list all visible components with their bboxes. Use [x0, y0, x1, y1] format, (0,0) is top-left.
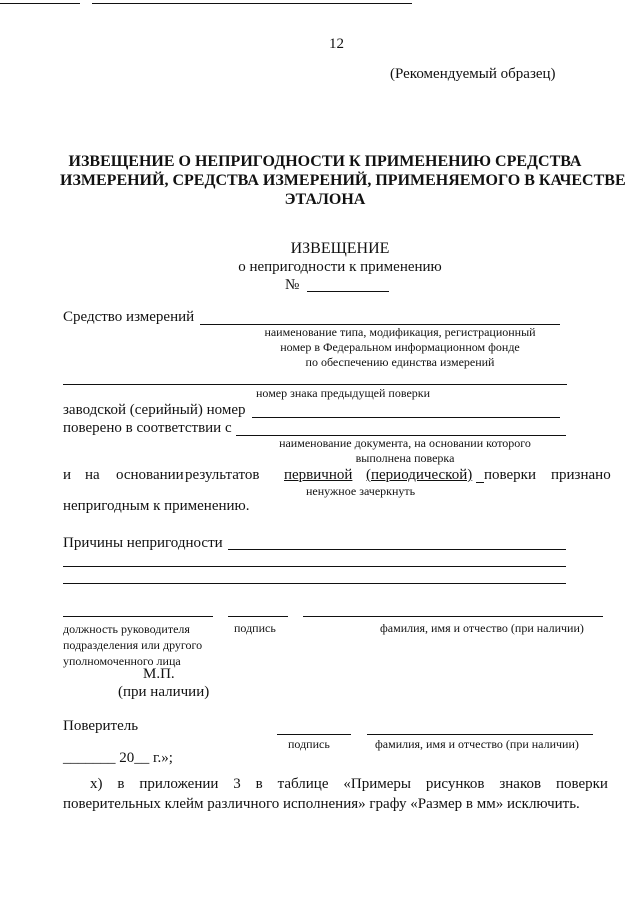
prev-mark-hint: номер знака предыдущей поверки — [256, 386, 431, 400]
position-signature-line — [63, 616, 213, 617]
result-word-primary: первичной — [284, 467, 353, 483]
position-label — [63, 621, 202, 669]
instrument-hint-line1: наименование типа, модификация, регистрационный — [264, 325, 536, 339]
head-fullname-label: фамилия, имя и отчество (при наличии) — [380, 621, 584, 635]
head-signature-label: подпись — [234, 621, 276, 635]
page-number: 12 — [329, 36, 344, 52]
footer-word: 3 — [233, 776, 241, 792]
footer-word: х) — [90, 776, 103, 792]
doc-hint-line1: наименование документа, на основании которого — [279, 436, 531, 450]
main-title-line2: ИЗМЕРЕНИЙ, СРЕДСТВА ИЗМЕРЕНИЙ, ПРИМЕНЯЕМОГО В КАЧЕСТВЕ — [60, 172, 626, 189]
result-underline-tail — [476, 482, 484, 483]
footer-paragraph-line1 — [90, 776, 608, 793]
verified-label: поверено в соответствии с — [63, 420, 232, 436]
top-border-line-left — [0, 3, 80, 4]
position-label-line2: подразделения или другого — [63, 638, 203, 652]
sample-note: (Рекомендуемый образец) — [390, 66, 556, 82]
verifier-signature-label: подпись — [288, 737, 330, 751]
main-title-line3: ЭТАЛОНА — [284, 191, 366, 208]
result-word-periodic: (периодической) — [366, 467, 473, 483]
notice-subheading: о непригодности к применению — [238, 259, 442, 275]
footer-word: поверки — [555, 776, 608, 792]
footer-word: таблице — [277, 776, 329, 792]
footer-word: рисунков — [425, 776, 485, 792]
footer-word: в — [255, 776, 263, 792]
instrument-hint — [240, 325, 560, 370]
prev-mark-line — [63, 384, 567, 385]
serial-line — [252, 417, 560, 418]
unfit-text: непригодным к применению. — [63, 498, 250, 514]
head-signature-line — [228, 616, 288, 617]
result-word-2: на — [85, 467, 100, 483]
notice-number-label: № — [285, 277, 300, 293]
verifier-label: Поверитель — [63, 718, 139, 734]
notice-heading: ИЗВЕЩЕНИЕ — [290, 240, 390, 257]
instrument-hint-line2: номер в Федеральном информационном фонде — [280, 340, 520, 354]
stamp-hint: (при наличии) — [118, 684, 210, 700]
result-word-7: поверки — [484, 467, 536, 483]
footer-word: знаков — [499, 776, 542, 792]
stamp-label: М.П. — [143, 666, 175, 682]
position-label-line3: уполномоченного лица — [63, 654, 181, 668]
instrument-label: Средство измерений — [63, 309, 195, 325]
reasons-line-1 — [228, 549, 566, 550]
strike-hint: ненужное зачеркнуть — [306, 484, 416, 498]
verifier-fullname-label: фамилия, имя и отчество (при наличии) — [375, 737, 579, 751]
result-word-1: и — [63, 467, 72, 483]
doc-hint-line2: выполнена поверка — [355, 451, 455, 465]
footer-word: «Примеры — [343, 776, 411, 792]
date-line: _______ 20__ г.»; — [63, 750, 173, 766]
position-label-line1: должность руководителя — [63, 622, 190, 636]
doc-hint — [260, 436, 550, 466]
verifier-signature-line — [277, 734, 351, 735]
verifier-fullname-line — [367, 734, 593, 735]
reasons-label: Причины непригодности — [63, 535, 223, 551]
footer-word: в — [117, 776, 125, 792]
head-fullname-line — [303, 616, 603, 617]
footer-paragraph-line2: поверительных клейм различного исполнения» графу «Размер в мм» исключить. — [63, 796, 580, 812]
serial-label: заводской (серийный) номер — [63, 402, 246, 418]
result-word-4: результатов — [185, 467, 260, 483]
footer-word: приложении — [139, 776, 219, 792]
reasons-line-2 — [63, 566, 566, 567]
top-border-line-right — [92, 3, 412, 4]
notice-number-line — [307, 291, 389, 292]
main-title-line1: ИЗВЕЩЕНИЕ О НЕПРИГОДНОСТИ К ПРИМЕНЕНИЮ СРЕДСТВА — [68, 153, 582, 170]
reasons-line-3 — [63, 583, 566, 584]
result-word-3: основании — [116, 467, 184, 483]
instrument-hint-line3: по обеспечению единства измерений — [305, 355, 495, 369]
main-title — [60, 152, 626, 209]
result-word-8: признано — [551, 467, 611, 483]
